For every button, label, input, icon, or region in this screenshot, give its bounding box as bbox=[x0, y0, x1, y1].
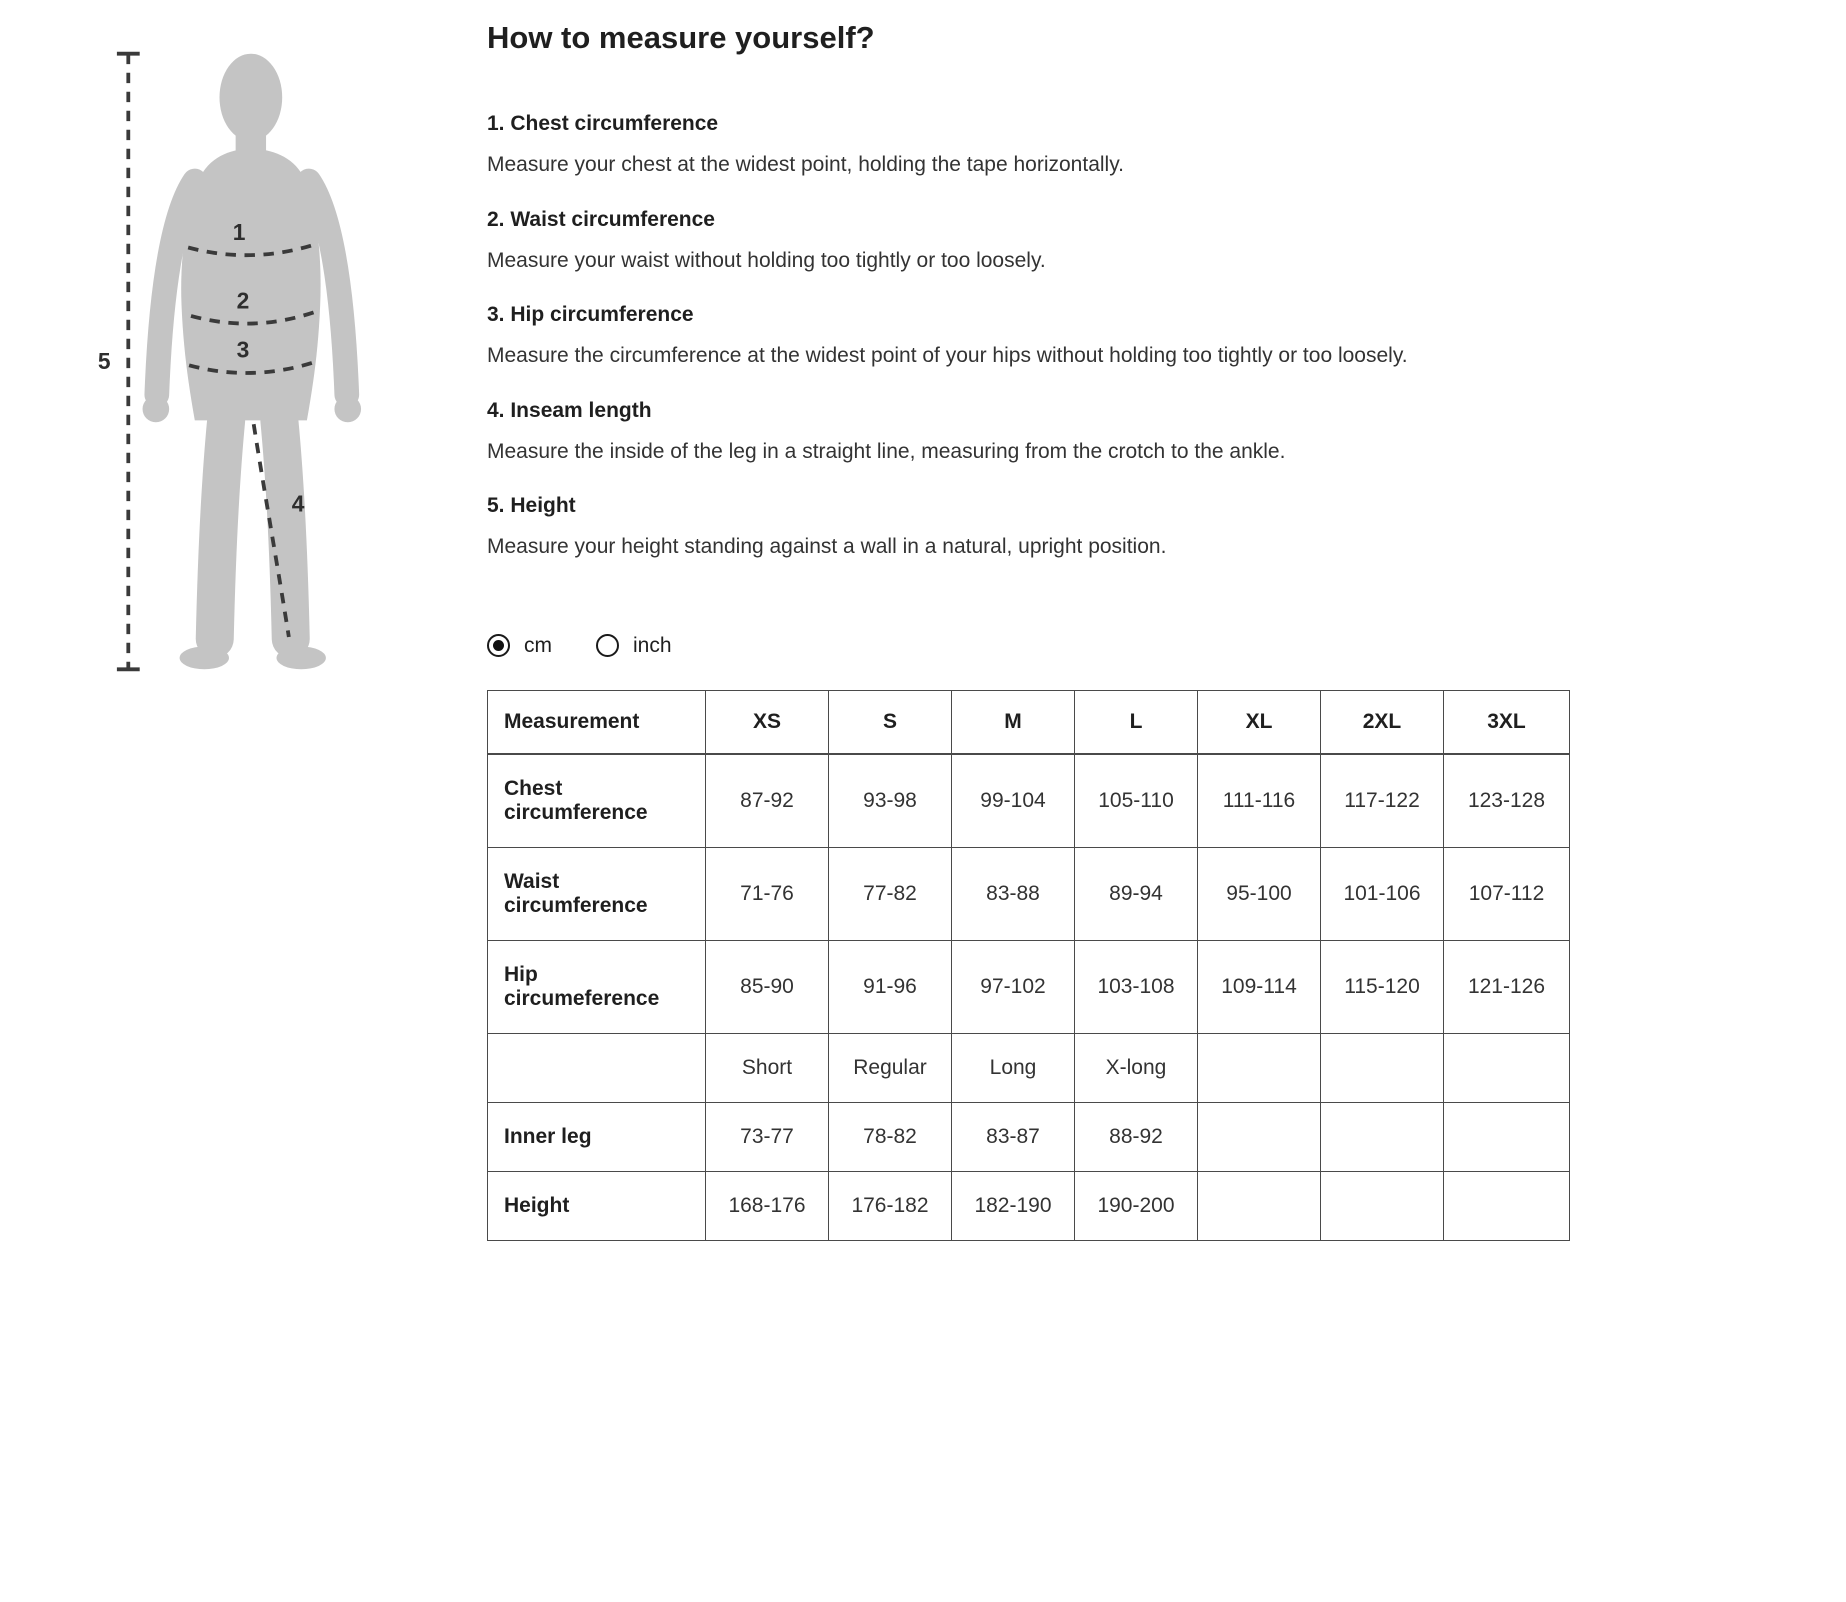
table-cell bbox=[1198, 1102, 1321, 1171]
table-cell: 83-87 bbox=[952, 1102, 1075, 1171]
unit-option-cm[interactable] bbox=[487, 634, 552, 658]
measure-label-3: 3 bbox=[236, 336, 250, 363]
figure-panel bbox=[0, 0, 487, 685]
instruction-heading: 1. Chest circumference bbox=[487, 112, 719, 135]
table-row-chest bbox=[488, 754, 1570, 848]
table-row-height bbox=[488, 1171, 1570, 1240]
table-cell: 99-104 bbox=[952, 754, 1075, 848]
table-cell: 73-77 bbox=[706, 1102, 829, 1171]
size-table bbox=[487, 690, 1570, 1241]
table-row-inner-leg bbox=[488, 1102, 1570, 1171]
table-cell: 182-190 bbox=[952, 1171, 1075, 1240]
column-header: 2XL bbox=[1321, 690, 1444, 754]
content-panel bbox=[487, 0, 1607, 1241]
table-cell bbox=[1198, 1033, 1321, 1102]
row-label bbox=[488, 1033, 706, 1102]
instruction-chest bbox=[487, 112, 1607, 182]
instruction-heading: 5. Height bbox=[487, 494, 576, 518]
unit-label-cm: cm bbox=[524, 633, 552, 657]
body-measurement-figure bbox=[96, 38, 381, 685]
table-cell: Long bbox=[952, 1033, 1075, 1102]
table-cell: 190-200 bbox=[1075, 1171, 1198, 1240]
table-cell bbox=[1444, 1033, 1570, 1102]
table-cell: 91-96 bbox=[829, 940, 952, 1033]
table-row-hip bbox=[488, 940, 1570, 1033]
instruction-text: Measure the inside of the leg in a straight line, measuring from the crotch to the ankle. bbox=[487, 439, 1286, 463]
column-header: XS bbox=[706, 690, 829, 754]
row-label: Chest circumference bbox=[488, 754, 706, 848]
unit-option-inch[interactable] bbox=[596, 634, 672, 658]
instruction-heading: 2. Waist circumference bbox=[487, 207, 715, 231]
table-cell: 121-126 bbox=[1444, 940, 1570, 1033]
table-cell: 95-100 bbox=[1198, 847, 1321, 940]
table-cell: 87-92 bbox=[706, 754, 829, 848]
table-cell: 123-128 bbox=[1444, 754, 1570, 848]
table-cell: 103-108 bbox=[1075, 940, 1198, 1033]
instruction-hip bbox=[487, 303, 1607, 373]
instruction-text: Measure the circumference at the widest point of your hips without holding too tightly or too loosely. bbox=[487, 344, 1408, 368]
instruction-text: Measure your chest at the widest point, holding the tape horizontally. bbox=[487, 153, 1124, 176]
table-cell: 97-102 bbox=[952, 940, 1075, 1033]
table-cell: 111-116 bbox=[1198, 754, 1321, 848]
column-header: M bbox=[952, 690, 1075, 754]
page-title: How to measure yourself? bbox=[487, 20, 875, 55]
table-cell bbox=[1321, 1033, 1444, 1102]
column-header: XL bbox=[1198, 690, 1321, 754]
instruction-inseam bbox=[487, 399, 1607, 469]
table-cell: 109-114 bbox=[1198, 940, 1321, 1033]
table-cell: Regular bbox=[829, 1033, 952, 1102]
unit-label-inch: inch bbox=[633, 633, 672, 657]
table-cell: X-long bbox=[1075, 1033, 1198, 1102]
radio-icon[interactable] bbox=[487, 634, 510, 657]
measure-label-1: 1 bbox=[232, 218, 246, 245]
measure-label-4: 4 bbox=[291, 490, 305, 517]
table-cell: Short bbox=[706, 1033, 829, 1102]
table-cell bbox=[1444, 1171, 1570, 1240]
table-cell: 83-88 bbox=[952, 847, 1075, 940]
body-silhouette bbox=[143, 54, 361, 670]
radio-icon[interactable] bbox=[596, 634, 619, 657]
column-header: 3XL bbox=[1444, 690, 1570, 754]
column-header: Measurement bbox=[488, 690, 706, 754]
table-cell: 85-90 bbox=[706, 940, 829, 1033]
instruction-heading: 4. Inseam length bbox=[487, 398, 652, 422]
row-label: Waist circumference bbox=[488, 847, 706, 940]
table-cell: 93-98 bbox=[829, 754, 952, 848]
table-cell: 168-176 bbox=[706, 1171, 829, 1240]
table-cell: 78-82 bbox=[829, 1102, 952, 1171]
table-row-length-type bbox=[488, 1033, 1570, 1102]
table-header-row bbox=[488, 690, 1570, 754]
instruction-height bbox=[487, 494, 1607, 564]
instruction-heading: 3. Hip circumference bbox=[487, 303, 694, 327]
row-label: Height bbox=[488, 1171, 706, 1240]
table-cell: 101-106 bbox=[1321, 847, 1444, 940]
table-cell: 77-82 bbox=[829, 847, 952, 940]
table-cell: 176-182 bbox=[829, 1171, 952, 1240]
row-label: Hip circumeference bbox=[488, 940, 706, 1033]
column-header: L bbox=[1075, 690, 1198, 754]
table-cell bbox=[1321, 1102, 1444, 1171]
table-cell: 71-76 bbox=[706, 847, 829, 940]
table-cell: 115-120 bbox=[1321, 940, 1444, 1033]
table-row-waist bbox=[488, 847, 1570, 940]
table-cell: 105-110 bbox=[1075, 754, 1198, 848]
instruction-text: Measure your waist without holding too tightly or too loosely. bbox=[487, 248, 1046, 272]
measure-label-5: 5 bbox=[97, 348, 111, 375]
instruction-text: Measure your height standing against a wall in a natural, upright position. bbox=[487, 535, 1167, 559]
instruction-waist bbox=[487, 208, 1607, 278]
unit-selector bbox=[487, 634, 1607, 658]
table-cell: 88-92 bbox=[1075, 1102, 1198, 1171]
column-header: S bbox=[829, 690, 952, 754]
row-label: Inner leg bbox=[488, 1102, 706, 1171]
table-cell bbox=[1198, 1171, 1321, 1240]
table-cell bbox=[1444, 1102, 1570, 1171]
table-cell: 117-122 bbox=[1321, 754, 1444, 848]
measure-label-2: 2 bbox=[236, 287, 250, 314]
table-cell bbox=[1321, 1171, 1444, 1240]
table-cell: 107-112 bbox=[1444, 847, 1570, 940]
table-cell: 89-94 bbox=[1075, 847, 1198, 940]
